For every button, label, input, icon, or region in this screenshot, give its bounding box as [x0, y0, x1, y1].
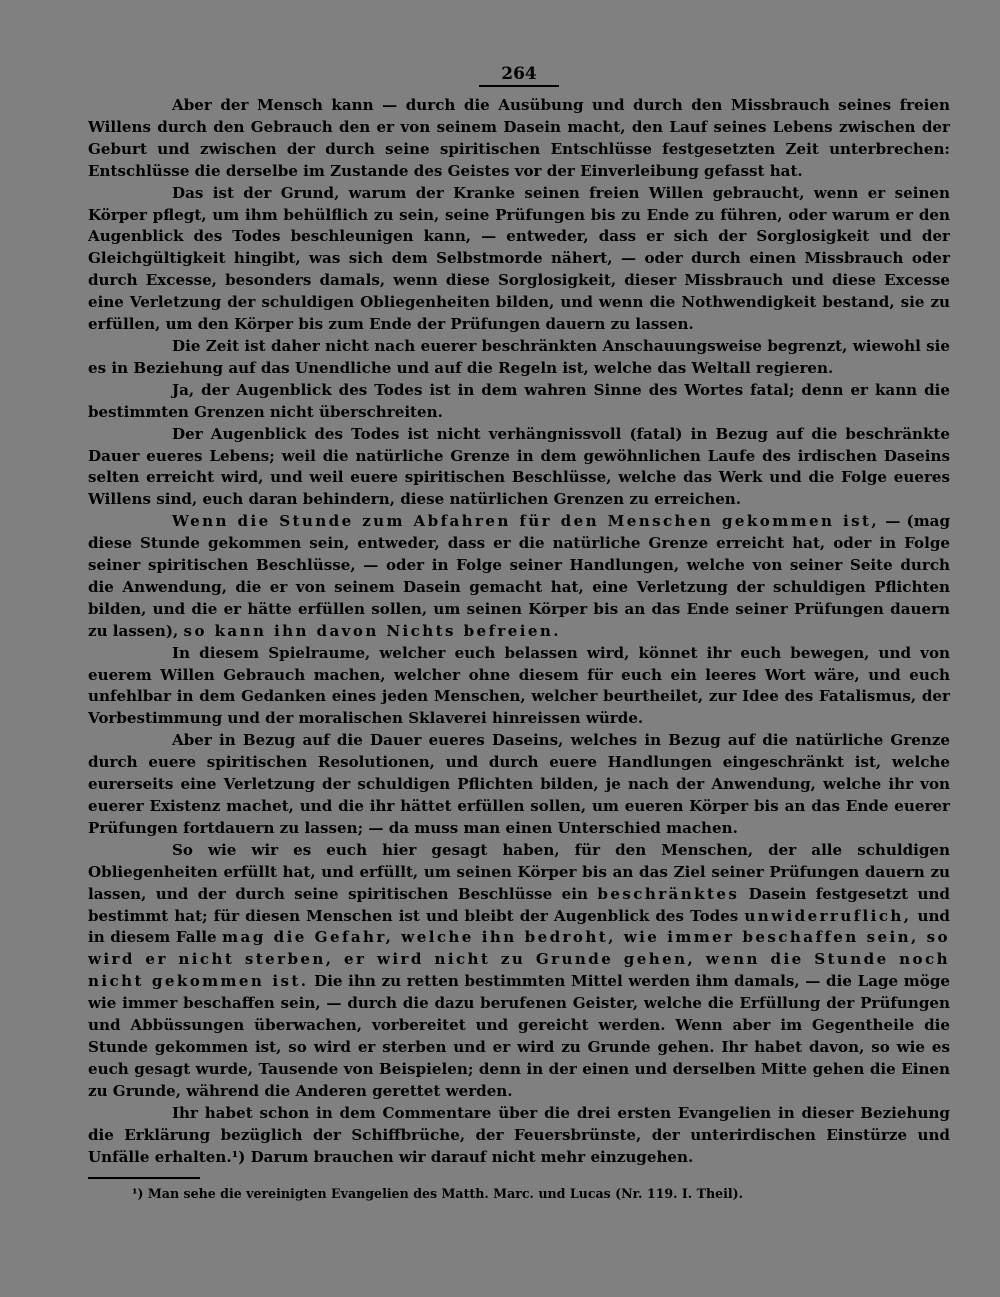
text-run: Das ist der Grund, warum der Kranke seinen freien Willen gebraucht, wenn er seinen Körper pflegt, um ihm behülflich zu sein, seine Prüfungen bis zu Ende zu führen, oder warum er den Augenblick des Todes beschleunigen kann, — entweder, dass er sich der Sorglosigkeit und der Gleichgültigkeit hingibt, was sich dem Selbstmorde nähert, — oder durch einen Missbrauch oder durch Excesse, besonders damals, wenn diese Sorglosigkeit, dieser Missbrauch und diese Excesse eine Verletzung der schuldigen Obliegenheiten bilden, und wenn die Nothwendigkeit bestand, sie zu erfüllen, um den Körper bis zum Ende der Prüfungen dauern zu lassen. [88, 183, 950, 334]
paragraph [88, 380, 950, 424]
emphasized-text: mag die Gefahr, welche ihn bedroht, wie immer beschaffen sein, so wird er nicht sterben, er wird nicht zu Grunde gehen, wenn die Stunde noch nicht gekommen ist. [88, 928, 950, 991]
text-run: Der Augenblick des Todes ist nicht verhängnissvoll (fatal) in Bezug auf die beschränkte Dauer eueres Lebens; weil die natürliche Grenze in dem gewöhnlichen Laufe des irdischen Daseins selten erreicht wird, und weil euere spiritischen Beschlüsse, welche das Werk und die Folge eueres Willens sind, euch daran behindern, diese natürlichen Grenzen zu erreichen. [88, 424, 950, 509]
text-run: In diesem Spielraume, welcher euch belassen wird, könnet ihr euch bewegen, und von euerem Willen Gebrauch machen, welcher ohne diesem für euch ein leeres Wort wäre, und euch unfehlbar in dem Gedanken eines jeden Menschen, welcher beurtheilet, zur Idee des Fatalismus, der Vorbestimmung und der moralischen Sklaverei hinreissen würde. [88, 643, 950, 728]
document-page [88, 64, 950, 1203]
footnote-divider [88, 1177, 200, 1179]
paragraph [88, 643, 950, 731]
footnote: ¹) Man sehe die vereinigten Evangelien des Matth. Marc. und Lucas (Nr. 119. I. Theil). [132, 1186, 744, 1202]
paragraph [88, 424, 950, 512]
text-run: So wie wir es euch hier gesagt haben, für den Menschen, der alle schuldigen Obliegenheiten erfüllt hat, und erfüllt, um seinen Körper bis an das Ziel seiner Prüfungen dauern zu lassen, und der durch seine spiritischen Beschlüsse ein [88, 840, 950, 903]
paragraph [88, 840, 950, 1103]
paragraph [88, 730, 950, 840]
text-run: und in diesem Falle [88, 906, 950, 947]
text-run: Aber der Mensch kann — durch die Ausübung und durch den Missbrauch seines freien Willens durch den Gebrauch den er von seinem Dasein macht, den Lauf seines Lebens zwischen der Geburt und zwischen der durch seine spiritischen Entschlüsse festgesetzten Zeit unterbrechen: Entschlüsse die derselbe im Zustande des Geistes vor der Einverleibung gefasst hat. [88, 96, 950, 180]
emphasized-text: Wenn die Stunde zum Abfahren für den Menschen gekommen ist, [172, 512, 880, 531]
paragraph [88, 183, 950, 336]
text-run: Die Zeit ist daher nicht nach euerer beschränkten Anschauungsweise begrenzt, wiewohl sie es in Beziehung auf das Unendliche und auf die Regeln ist, welche das Weltall regieren. [88, 336, 950, 377]
paragraph [88, 95, 950, 183]
text-run: — (mag diese Stunde gekommen sein, entweder, dass er die natürliche Grenze erreicht hat, oder in Folge seiner spiritischen Beschlüsse, — oder in Folge seiner Handlungen, welche von seiner Seite durch die Anwendung, die er von seinem Dasein gemacht hat, eine Verletzung der schuldigen Pflichten bilden, und die er hätte erfüllen sollen, um seinen Körper bis an das Ende seiner Prüfungen dauern zu lassen), [88, 512, 950, 640]
text-run: Aber in Bezug auf die Dauer eueres Daseins, welches in Bezug auf die natürliche Grenze durch euere spiritischen Resolutionen, und durch euere Handlungen eingeschränkt ist, welche eurerseits eine Verletzung der schuldigen Pflichten bilden, je nach der Anwendung, welche ihr von euerer Existenz machet, und die ihr hättet erfüllen sollen, um eueren Körper bis an das Ende euerer Prüfungen fortdauern zu lassen; — da muss man einen Unterschied machen. [88, 731, 950, 837]
paragraph [88, 511, 950, 642]
text-run: Ja, der Augenblick des Todes ist in dem wahren Sinne des Wortes fatal; denn er kann die bestimmten Grenzen nicht überschreiten. [88, 380, 950, 421]
emphasized-text: so kann ihn davon Nichts befreien. [183, 621, 561, 640]
emphasized-text: beschränktes [597, 884, 740, 903]
text-run: Dasein festgesetzt und bestimmt hat; für diesen Menschen ist und bleibt der Augenblick des Todes [88, 884, 950, 925]
emphasized-text: unwiderruflich, [744, 906, 912, 925]
paragraph [88, 336, 950, 380]
text-run: Ihr habet schon in dem Commentare über die drei ersten Evangelien in dieser Beziehung die Erklärung bezüglich der Schiffbrüche, der Feuersbrünste, der unterirdischen Einstürze und Unfälle erhalten.¹) Darum brauchen wir darauf nicht mehr einzugehen. [88, 1103, 950, 1166]
text-run: Die ihn zu retten bestimmten Mittel werden ihm damals, — die Lage möge wie immer beschaffen sein, — durch die dazu berufenen Geister, welche die Erfüllung der Prüfungen und Abbüssungen überwachen, vorbereitet und gereicht werden. Wenn aber im Gegentheile die Stunde gekommen ist, so wird er sterben und er wird zu Grunde gehen. Ihr habet davon, so wie es euch gesagt wurde, Tausende von Beispielen; denn in der einen und derselben Mitte gehen die Einen zu Grunde, während die Anderen gerettet werden. [88, 972, 950, 1100]
paragraph [88, 1103, 950, 1169]
body-text [88, 95, 950, 1168]
page-number: 264 [88, 64, 950, 87]
